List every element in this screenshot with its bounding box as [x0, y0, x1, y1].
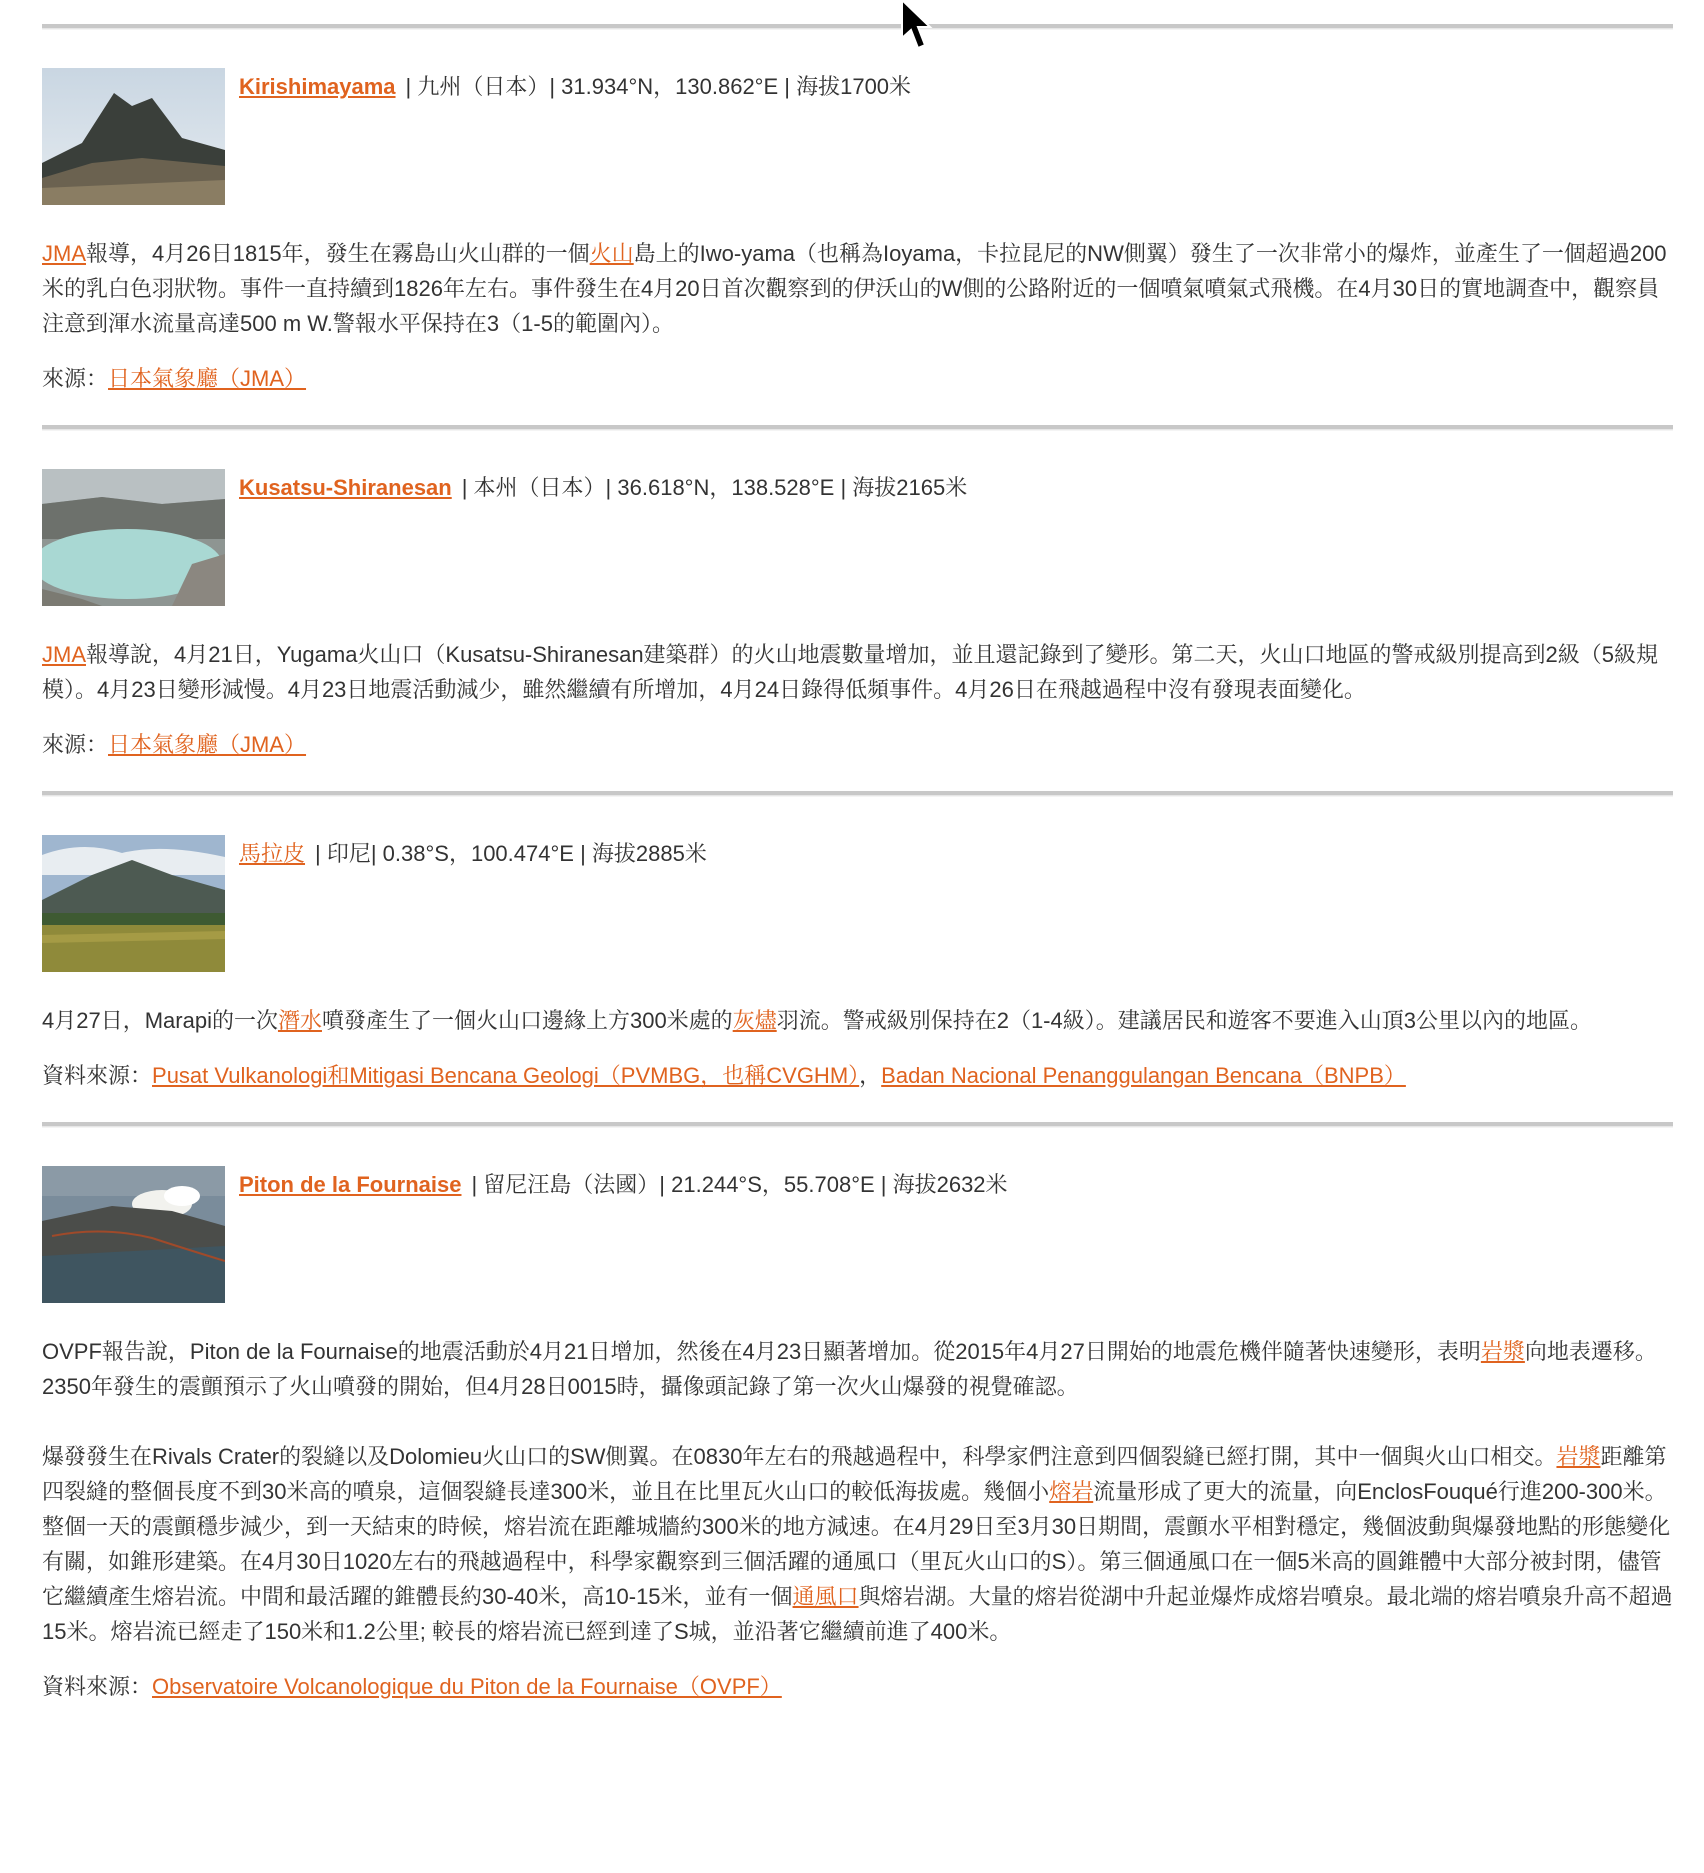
glossary-link[interactable]: 岩漿	[1480, 1339, 1525, 1364]
section-divider	[42, 425, 1673, 430]
volcano-meta: | 印尼| 0.38°S，100.474°E | 海拔2885米	[315, 841, 707, 866]
volcano-name-link[interactable]: Kusatsu-Shiranesan	[239, 475, 452, 500]
section-divider	[42, 791, 1673, 796]
entry-header-text	[239, 473, 967, 503]
volcano-meta: | 本州（日本）| 36.618°N，138.528°E | 海拔2165米	[461, 475, 968, 500]
report-paragraph	[42, 236, 1673, 341]
entry-header	[42, 1166, 1673, 1303]
source-line	[42, 1672, 1673, 1702]
report-text: 噴發產生了一個火山口邊緣上方300米處的	[321, 1008, 733, 1033]
report-paragraph	[42, 637, 1673, 707]
entry-header-text	[239, 72, 911, 102]
report-text: 爆發發生在Rivals Crater的裂縫以及Dolomieu火山口的SW側翼。在0830年左右的飛越過程中，科學家們注意到四個裂縫已經打開，其中一個與火山口相交。	[42, 1444, 1557, 1469]
glossary-link[interactable]: 潛水	[277, 1008, 322, 1033]
volcano-photo	[42, 1166, 225, 1303]
entry-header	[42, 68, 1673, 205]
report-text: 島上的Iwo-yama（也稱為Ioyama，卡拉昆尼的NW側翼）發生了一次非常小的爆炸，並產生了一個超過200米的乳白色羽狀物。事件一直持續到1826年左右。事件發生在4月20日首次觀察到的伊沃山的W側的公路附近的一個噴氣噴氣式飛機。在4月30日的實地調查中，觀察員注意到渾水流量高達500 m W.警報水平保持在3（1-5的範圍內）。	[42, 241, 1667, 336]
source-line	[42, 1061, 1673, 1091]
report-text: 向地表遷移。2350年發生的震顫預示了火山噴發的開始，但4月28日0015時，攝像頭記錄了第一次火山爆發的視覺確認。	[42, 1339, 1657, 1399]
jma-link[interactable]: JMA	[42, 241, 86, 266]
source-label: 來源：	[42, 366, 109, 391]
source-link-jma[interactable]: 日本氣象廳（JMA）	[108, 366, 307, 391]
entry-header-text	[239, 1170, 1008, 1200]
section-divider	[42, 24, 1673, 29]
glossary-link[interactable]: 灰燼	[732, 1008, 777, 1033]
glossary-link[interactable]: 通風口	[792, 1584, 859, 1609]
volcano-name-link[interactable]: Piton de la Fournaise	[239, 1172, 462, 1197]
volcano-photo	[42, 835, 225, 972]
volcano-meta: | 留尼汪島（法國）| 21.244°S，55.708°E | 海拔2632米	[471, 1172, 1008, 1197]
entry-header-text	[239, 839, 707, 869]
volcano-entry-kirishimayama	[42, 68, 1673, 394]
entry-header	[42, 835, 1673, 972]
source-link-pvmbg[interactable]: Pusat Vulkanologi和Mitigasi Bencana Geologi（PVMBG，也稱CVGHM）	[152, 1063, 860, 1088]
volcano-entry-piton-de-la-fournaise	[42, 1166, 1673, 1702]
volcano-photo	[42, 68, 225, 205]
source-link-ovpf[interactable]: Observatoire Volcanologique du Piton de la Fournaise（OVPF）	[152, 1674, 782, 1699]
volcano-entry-kusatsu-shiranesan	[42, 469, 1673, 760]
source-label: 資料來源：	[42, 1674, 153, 1699]
volcano-entry-marapi	[42, 835, 1673, 1091]
volcano-report-list	[42, 0, 1673, 1702]
source-separator: ，	[859, 1063, 882, 1088]
volcano-photo	[42, 469, 225, 606]
volcano-name-link[interactable]: Kirishimayama	[239, 74, 396, 99]
section-divider	[42, 1122, 1673, 1127]
glossary-link[interactable]: 熔岩	[1049, 1479, 1094, 1504]
source-link-jma[interactable]: 日本氣象廳（JMA）	[108, 732, 307, 757]
volcano-name-link[interactable]: 馬拉皮	[239, 841, 306, 866]
source-label: 來源：	[42, 732, 109, 757]
report-paragraph	[42, 1334, 1673, 1404]
report-text: OVPF報告說，Piton de la Fournaise的地震活動於4月21日增加，然後在4月23日顯著增加。從2015年4月27日開始的地震危機伴隨著快速變形，表明	[42, 1339, 1481, 1364]
report-text: 4月27日，Marapi的一次	[42, 1008, 278, 1033]
report-text: 距離第四裂縫的整個長度不到30米高的噴泉，這個裂縫長達300米，並且在比里瓦火山口的較低海拔處。幾個小	[42, 1444, 1667, 1504]
entry-header	[42, 469, 1673, 606]
report-paragraph	[42, 1439, 1673, 1649]
report-text: 羽流。警戒級別保持在2（1-4級）。建議居民和遊客不要進入山頂3公里以內的地區。	[776, 1008, 1592, 1033]
source-line	[42, 364, 1673, 394]
volcano-term-link[interactable]: 火山	[589, 241, 634, 266]
report-text: 與熔岩湖。大量的熔岩從湖中升起並爆炸成熔岩噴泉。最北端的熔岩噴泉升高不超過15米。熔岩流已經走了150米和1.2公里; 較長的熔岩流已經到達了S城，並沿著它繼續前進了400米。	[42, 1584, 1673, 1644]
glossary-link[interactable]: 岩漿	[1556, 1444, 1601, 1469]
source-label: 資料來源：	[42, 1063, 153, 1088]
source-link-bnpb[interactable]: Badan Nacional Penanggulangan Bencana（BNPB）	[881, 1063, 1406, 1088]
volcano-meta: | 九州（日本）| 31.934°N，130.862°E | 海拔1700米	[405, 74, 912, 99]
report-text: 報導說，4月21日，Yugama火山口（Kusatsu-Shiranesan建築群）的火山地震數量增加，並且還記錄到了變形。第二天，火山口地區的警戒級別提高到2級（5級規模）。4月23日變形減慢。4月23日地震活動減少，雖然繼續有所增加，4月24日錄得低頻事件。4月26日在飛越過程中沒有發現表面變化。	[42, 642, 1659, 702]
report-text: 報導，4月26日1815年，發生在霧島山火山群的一個	[86, 241, 590, 266]
mouse-pointer-icon	[900, 0, 940, 52]
jma-link[interactable]: JMA	[42, 642, 86, 667]
source-line	[42, 730, 1673, 760]
report-paragraph	[42, 1003, 1673, 1038]
report-text: 流量形成了更大的流量，向EnclosFouqué行進200-300米。整個一天的震顫穩步減少，到一天結束的時候，熔岩流在距離城牆約300米的地方減速。在4月29日至3月30日期間，震顫水平相對穩定，幾個波動與爆發地點的形態變化有關，如錐形建築。在4月30日1020左右的飛越過程中，科學家觀察到三個活躍的通風口（里瓦火山口的S）。第三個通風口在一個5米高的圓錐體中大部分被封閉，儘管它繼續產生熔岩流。中間和最活躍的錐體長約30-40米，高10-15米，並有一個	[42, 1479, 1671, 1609]
